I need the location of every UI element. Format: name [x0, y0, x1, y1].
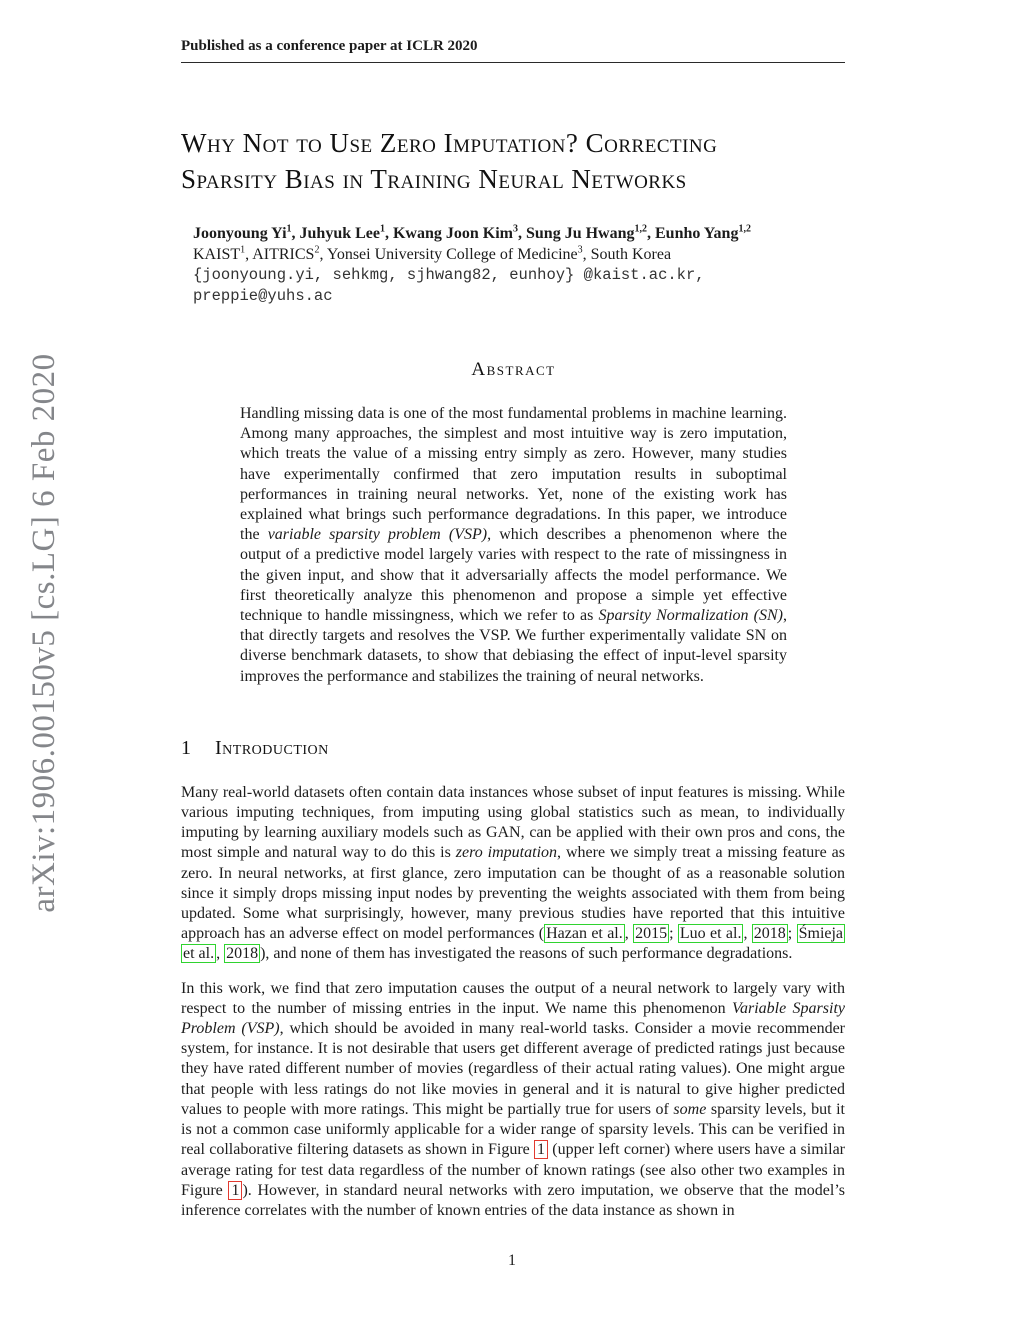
- figure-ref-link-1[interactable]: 1: [534, 1140, 548, 1159]
- author-affil-sup: 1,2: [634, 223, 647, 235]
- title-line-1: Why Not to Use Zero Imputation? Correcting: [181, 128, 718, 158]
- text-segment: ). However, in standard neural networks with zero imputation, we observe that the model’s inference correlates with the number of known entries of the data instance as shown in: [181, 1181, 845, 1219]
- title-line-2: Sparsity Bias in Training Neural Networks: [181, 164, 687, 194]
- citation-link-hazan[interactable]: Hazan et al.: [546, 925, 623, 943]
- affiliation-sup: 2: [314, 244, 320, 256]
- affiliations: [193, 244, 845, 265]
- italic-term-some: some: [673, 1100, 707, 1118]
- intro-paragraph-1: [181, 783, 845, 965]
- text-segment: Handling missing data is one of the most fundamental problems in machine learning. Among many approaches, the simplest and most intuitive way is zero imputation, which treats the value of a missing entry simply as zero. However, many studies have experimentally confirmed that zero imputation results in suboptimal performances in training neural networks. Yet, none of the existing work has explained what brings such performance degradations. In this paper, we introduce the: [240, 405, 787, 544]
- author-affil-sup: 1: [379, 223, 385, 235]
- citation-link-hazan-year[interactable]: 2015: [635, 925, 668, 943]
- text-segment: ;: [669, 925, 678, 943]
- section-number: 1: [181, 736, 191, 759]
- author-names: [193, 223, 845, 244]
- section-title: Introduction: [215, 736, 329, 759]
- citation-link-luo[interactable]: Luo et al.: [679, 925, 742, 943]
- text-segment: In this work, we find that zero imputation causes the output of a neural network to largely vary with respect to the number of missing entries in the input. We name this phenomenon: [181, 979, 845, 1017]
- email-line-1: {joonyoung.yi, sehkmg, sjhwang82, eunhoy} @kaist.ac.kr,: [193, 266, 705, 284]
- section-heading-introduction: [181, 737, 845, 760]
- author-name: , Eunho Yang: [647, 225, 739, 242]
- affiliation: , South Korea: [582, 246, 672, 263]
- text-segment: , which should be avoided in many real-world tasks. Consider a movie recommender system, for instance. It is not desirable that users get different average of predicted ratings just because they have rated different number of movies (regardless of their actual rating values). One might argue that people with less ratings do not like movies in general and it is natural to give higher predicted values to people with more ratings. This might be partially true for users of: [181, 1020, 846, 1118]
- affiliation-sup: 1: [240, 244, 246, 256]
- italic-term-vsp: variable sparsity problem (VSP): [267, 526, 488, 544]
- italic-term-vsp: Variable Sparsity Problem (VSP): [181, 999, 845, 1038]
- figure-ref-link-2[interactable]: 1: [228, 1181, 242, 1200]
- text-segment: sparsity levels, but it is not a common case uniformly applicable for a wider range of sparsity levels. This can be verified in real collaborative filtering datasets as shown in Figure: [181, 1100, 846, 1159]
- text-segment: Many real-world datasets often contain data instances whose subset of input features is missing. While various imputing techniques, from imputing using global statistics such as mean, to individually imputing by learning auxiliary models such as GAN, can be applied with their own pros and cons, the most simple and natural way to do this is: [181, 783, 845, 862]
- italic-term-zero-imputation: zero imputation: [455, 844, 558, 862]
- text-segment: ,: [216, 945, 225, 963]
- citation-link-smieja[interactable]: Śmieja et al.: [183, 925, 844, 963]
- author-name: , Kwang Joon Kim: [384, 225, 513, 242]
- author-name: Joonyoung Yi: [193, 225, 287, 242]
- email-line-2: preppie@yuhs.ac: [193, 287, 333, 305]
- text-segment: , that directly targets and resolves the VSP. We further experimentally validate SN on diverse benchmark datasets, to show that debiasing the effect of input-level sparsity improves the performance and stabilizes the training of neural networks.: [240, 607, 788, 685]
- text-segment: ;: [787, 925, 797, 943]
- paper-title: [181, 125, 845, 197]
- author-affil-sup: 3: [513, 223, 518, 235]
- abstract-text: [240, 404, 787, 687]
- arxiv-watermark: arXiv:1906.00150v5 [cs.LG] 6 Feb 2020: [26, 353, 62, 913]
- citation-link-smieja-year[interactable]: 2018: [226, 945, 259, 963]
- page-number: 1: [508, 1252, 516, 1269]
- author-affil-sup: 1,2: [738, 223, 751, 235]
- text-segment: , which describes a phenomenon where the output of a predictive model largely varies with respect to the rate of missingness in the given input, and show that it adversarially affects the model performance. We first theoretically analyze this phenomenon and propose a simple yet effective technique to handle missingness, which we refer to as: [240, 526, 788, 625]
- text-segment: ,: [743, 925, 752, 943]
- affiliation: , AITRICS: [245, 246, 315, 263]
- abstract-heading: Abstract: [471, 359, 556, 380]
- text-segment: ,: [624, 925, 634, 943]
- author-block: [193, 223, 845, 307]
- conference-header: Published as a conference paper at ICLR 2020: [181, 38, 845, 63]
- author-affil-sup: 1: [286, 223, 292, 235]
- text-segment: , where we simply treat a missing feature as zero. In neural networks, at first glance, zero imputation can be thought of as a reasonable solution since it simply drops missing input nodes by preventing the weights associated with them from being updated. Some what surprisingly, however, many previous studies have reported that this intuitive approach has an adverse effect on model performances (: [181, 844, 845, 943]
- italic-term-sn: Sparsity Normalization (SN): [598, 607, 784, 625]
- affiliation: , Yonsei University College of Medicine: [319, 246, 578, 263]
- author-name: , Juhyuk Lee: [291, 225, 380, 242]
- text-segment: (upper left corner) where users have a similar average rating for test data regardless of the number of known ratings (see also other two examples in Figure: [181, 1141, 845, 1199]
- affiliation: KAIST: [193, 246, 241, 263]
- author-name: , Sung Ju Hwang: [518, 225, 635, 242]
- text-column: [181, 0, 845, 1221]
- citation-link-luo-year[interactable]: 2018: [753, 925, 786, 943]
- intro-paragraph-2: [181, 979, 845, 1221]
- affiliation-sup: 3: [577, 244, 583, 256]
- text-segment: ), and none of them has investigated the reasons of such performance degradations.: [260, 945, 793, 963]
